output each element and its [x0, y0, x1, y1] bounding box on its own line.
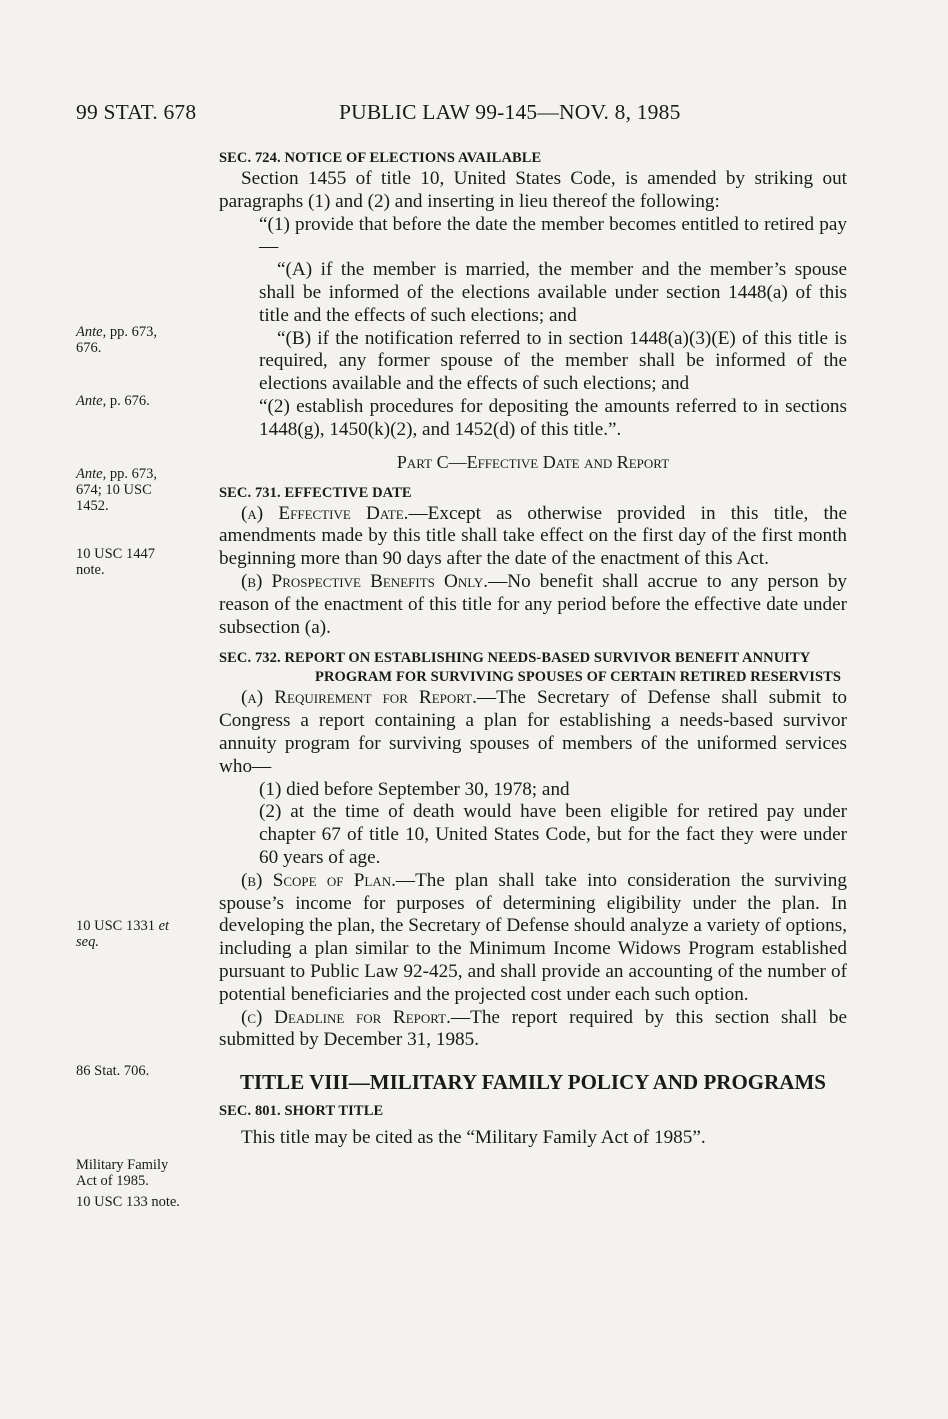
sec-731-heading: SEC. 731. EFFECTIVE DATE — [219, 484, 412, 501]
sec-732-subsec-c: (c) Deadline for Report.—The report required by this section shall be submitted by December 31, 1985. — [219, 1006, 847, 1051]
sec-724-para-A: “(A) if the member is married, the member and the member’s spouse shall be informed of the elections available under section 1448(a) of this title and the effects of such elections; and — [259, 259, 847, 326]
sec-724-intro: Section 1455 of title 10, United States Code, is amended by striking out paragraphs (1) and (2) and inserting in lieu thereof the following: — [219, 168, 847, 212]
sec-732-heading: SEC. 732. REPORT ON ESTABLISHING NEEDS-BASED SURVIVOR BENEFIT ANNUITY PROGRAM FOR SURVIVING SPOUSES OF CERTAIN RETIRED RESERVISTS — [219, 650, 842, 686]
sec-732-para-2: (2) at the time of death would have been eligible for retired pay under chapter 67 of title 10, United States Code, but for the fact they were under 60 years of age. — [259, 801, 847, 868]
sec-731-subsec-b: (b) Prospective Benefits Only.—No benefit shall accrue to any person by reason of the enactment of this title for any period before the effective date under subsection (a). — [219, 570, 848, 638]
margin-note-ante-673-674: Ante, pp. 673, 674; 10 USC 1452. — [76, 466, 157, 514]
sec-732-subsec-b: (b) Scope of Plan.—The plan shall take into consideration the surviving spouse’s income for purposes of determining eligibility under the plan. In developing the plan, the Secretary of Defense should analyze a variety of options, including a plan similar to the Minimum Income Widows Program established pursuant to Public Law 92-425, and shall provide an accounting of the number of potential beneficiaries and the projected cost under each such option. — [219, 869, 847, 1005]
law-title: PUBLIC LAW 99-145—NOV. 8, 1985 — [339, 100, 681, 124]
margin-note-military-family-act: Military Family Act of 1985. — [76, 1157, 169, 1189]
sec-724-para-B: “(B) if the notification referred to in section 1448(a)(3)(E) of this title is required, any former spouse of the member shall be informed of the elections available and the effects of such elections; and — [259, 327, 847, 395]
part-c-heading: Part C—Effective Date and Report — [396, 451, 670, 472]
statute-body — [219, 148, 847, 1150]
margin-note-ante-676: Ante, p. 676. — [76, 393, 150, 409]
margin-note-10usc133: 10 USC 133 note. — [76, 1194, 180, 1210]
sec-801-text: This title may be cited as the “Military Family Act of 1985”. — [241, 1127, 706, 1149]
sec-732-para-1: (1) died before September 30, 1978; and — [259, 778, 570, 800]
title-viii-heading: TITLE VIII—MILITARY FAMILY POLICY AND PROGRAMS — [240, 1070, 826, 1095]
margin-note-86stat706: 86 Stat. 706. — [76, 1063, 150, 1079]
margin-note-10usc1331: 10 USC 1331 et seq. — [76, 918, 170, 950]
page-header — [76, 100, 856, 132]
sec-732-subsec-a: (a) Requirement for Report.—The Secretary of Defense shall submit to Congress a report containing a plan for establishing a needs-based survivor annuity program for surviving spouses of members of the uniformed services who— — [219, 687, 847, 777]
sec-801-heading: SEC. 801. SHORT TITLE — [219, 1103, 384, 1120]
margin-note-ante-673: Ante, pp. 673, 676. — [76, 324, 157, 356]
margin-note-10usc1447: 10 USC 1447 note. — [76, 546, 155, 578]
sec-724-para-2: “(2) establish procedures for depositing the amounts referred to in sections 1448(g), 1450(k)(2), and 1452(d) of this title.”. — [259, 395, 847, 440]
sec-724-para-1: “(1) provide that before the date the member becomes entitled to retired pay— — [259, 213, 847, 258]
sec-731-subsec-a: (a) Effective Date.—Except as otherwise provided in this title, the amendments made by this title shall take effect on the first day of the first month beginning more than 90 days after the date of the enactment of this Act. — [219, 502, 847, 570]
sec-724-heading: SEC. 724. NOTICE OF ELECTIONS AVAILABLE — [219, 150, 542, 166]
stat-page-number: 99 STAT. 678 — [76, 100, 197, 124]
